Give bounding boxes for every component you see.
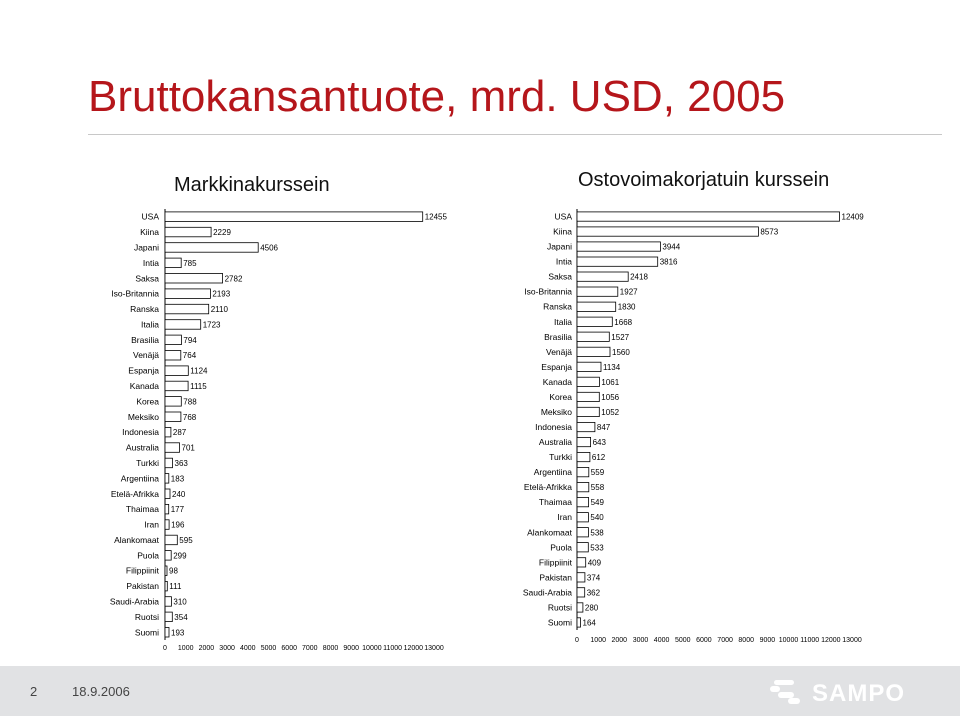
- bar-mkt-3: [165, 258, 181, 268]
- bar-ppp-12: [577, 392, 599, 401]
- data-label: 785: [183, 258, 197, 268]
- bar-ppp-17: [577, 468, 589, 477]
- data-label: 2193: [212, 289, 231, 299]
- data-label: 538: [590, 528, 604, 538]
- data-label: 1052: [601, 408, 620, 417]
- category-label: Pakistan: [126, 581, 159, 592]
- data-label: 240: [172, 489, 186, 499]
- bar-ppp-0: [577, 212, 840, 221]
- bar-ppp-27: [577, 618, 581, 627]
- x-tick-label: 12000: [403, 645, 424, 652]
- x-tick-label: 3000: [632, 637, 649, 644]
- bar-ppp-5: [577, 287, 618, 296]
- bar-mkt-1: [165, 227, 211, 237]
- chart-title-ppp: Ostovoimakorjatuin kurssein: [578, 169, 830, 191]
- category-label: Iran: [144, 519, 159, 530]
- data-label: 12455: [424, 212, 447, 222]
- category-label: Ranska: [543, 301, 572, 312]
- x-tick-label: 4000: [240, 645, 256, 652]
- x-tick-label: 1000: [590, 637, 606, 644]
- x-tick-label: 6000: [281, 645, 297, 652]
- bar-mkt-8: [165, 335, 181, 345]
- bar-mkt-14: [165, 427, 171, 437]
- data-label: 1668: [614, 317, 633, 327]
- chart-ppp: [523, 209, 864, 644]
- bar-mkt-5: [165, 289, 210, 299]
- data-label: 280: [584, 603, 599, 613]
- bar-mkt-13: [165, 412, 181, 422]
- category-label: Turkki: [136, 458, 159, 468]
- bar-mkt-4: [165, 274, 223, 284]
- bar-mkt-27: [165, 628, 169, 638]
- bar-mkt-16: [165, 458, 173, 468]
- category-label: Intia: [142, 257, 159, 268]
- x-tick-label: 8000: [738, 637, 754, 644]
- category-label: Kanada: [129, 381, 159, 391]
- data-label: 768: [182, 412, 197, 422]
- category-label: Etelä-Afrikka: [110, 488, 159, 499]
- bar-ppp-18: [577, 483, 589, 492]
- category-label: Venäjä: [133, 350, 159, 361]
- data-label: 1124: [190, 366, 208, 376]
- bar-ppp-13: [577, 407, 599, 416]
- category-label: Indonesia: [122, 427, 159, 438]
- bar-mkt-12: [165, 397, 181, 407]
- data-label: 3944: [662, 242, 681, 252]
- category-label: Kanada: [542, 376, 572, 387]
- x-tick-label: 2000: [611, 637, 628, 644]
- data-label: 788: [183, 397, 197, 407]
- category-label: Italia: [141, 319, 159, 330]
- category-label: Ruotsi: [134, 611, 159, 622]
- x-tick-label: 5000: [675, 637, 691, 644]
- bar-mkt-22: [165, 551, 171, 561]
- data-label: 1560: [612, 347, 630, 357]
- data-label: 701: [181, 443, 195, 453]
- bar-mkt-0: [165, 212, 423, 222]
- category-label: Iso-Britannia: [524, 286, 572, 297]
- category-label: Saksa: [135, 273, 159, 284]
- data-label: 299: [173, 551, 187, 561]
- category-label: Saudi-Arabia: [109, 596, 159, 607]
- data-label: 177: [170, 505, 185, 515]
- logo-text: SAMPO: [812, 680, 906, 707]
- x-tick-label: 6000: [696, 637, 712, 644]
- category-label: Iso-Britannia: [111, 288, 159, 299]
- data-label: 2418: [630, 272, 648, 282]
- category-label: Intia: [555, 256, 572, 267]
- bar-ppp-20: [577, 513, 588, 522]
- data-label: 164: [582, 618, 596, 628]
- category-label: USA: [554, 211, 572, 222]
- data-label: 3816: [659, 257, 678, 267]
- footer-date: 18.9.2006: [72, 684, 130, 699]
- category-label: Brasilia: [544, 331, 572, 342]
- x-tick-label: 12000: [821, 637, 841, 644]
- x-tick-label: 1000: [177, 645, 194, 652]
- data-label: 559: [590, 468, 605, 478]
- data-label: 183: [170, 474, 185, 484]
- category-label: Australia: [125, 442, 159, 453]
- category-label: Filippiinit: [538, 557, 572, 568]
- data-label: 549: [590, 498, 604, 508]
- bar-mkt-11: [165, 381, 188, 391]
- data-label: 354: [174, 612, 188, 622]
- bar-ppp-10: [577, 362, 601, 371]
- bar-mkt-26: [165, 612, 172, 622]
- bar-ppp-4: [577, 272, 628, 281]
- bar-mkt-17: [165, 474, 169, 484]
- x-tick-label: 9000: [343, 645, 359, 652]
- data-label: 612: [591, 453, 606, 463]
- category-label: Filippiinit: [125, 565, 159, 576]
- category-label: Alankomaat: [114, 534, 159, 545]
- data-label: 362: [586, 588, 601, 598]
- category-label: Espanja: [541, 361, 572, 372]
- data-label: 1061: [601, 377, 620, 387]
- category-label: Suomi: [547, 617, 572, 628]
- data-label: 4506: [260, 243, 278, 253]
- x-tick-label: 8000: [322, 645, 339, 652]
- data-label: 2782: [224, 274, 243, 284]
- bar-ppp-16: [577, 452, 590, 461]
- chart-market-rates: [110, 209, 448, 652]
- category-label: Kiina: [553, 226, 572, 237]
- bar-mkt-9: [165, 351, 181, 361]
- data-label: 533: [590, 543, 604, 553]
- x-tick-label: 4000: [653, 637, 670, 644]
- category-label: Alankomaat: [527, 527, 572, 538]
- data-label: 1723: [202, 320, 221, 330]
- x-tick-label: 7000: [302, 645, 318, 652]
- x-tick-label: 11000: [800, 637, 820, 644]
- category-label: Brasilia: [131, 334, 159, 345]
- category-label: Iran: [557, 512, 572, 523]
- category-label: Indonesia: [535, 422, 572, 432]
- category-label: Thaimaa: [125, 504, 159, 515]
- data-label: 558: [590, 483, 605, 493]
- page-title: Bruttokansantuote, mrd. USD, 2005: [88, 72, 786, 121]
- x-tick-label: 5000: [260, 645, 277, 652]
- page-number: 2: [30, 684, 38, 699]
- bar-mkt-6: [165, 304, 209, 314]
- category-label: Espanja: [128, 365, 159, 376]
- category-label: Ruotsi: [547, 602, 572, 613]
- data-label: 287: [172, 428, 187, 438]
- x-tick-label: 2000: [198, 645, 215, 652]
- data-label: 2229: [213, 228, 231, 238]
- bar-ppp-6: [577, 302, 616, 311]
- category-label: Argentiina: [533, 467, 572, 478]
- data-label: 1927: [619, 287, 638, 297]
- category-label: Australia: [538, 437, 572, 448]
- category-label: Thaimaa: [538, 497, 572, 508]
- data-label: 1527: [611, 332, 630, 342]
- data-label: 12409: [841, 212, 864, 222]
- category-label: Japani: [133, 242, 159, 253]
- data-label: 1056: [601, 392, 620, 402]
- x-tick-label: 13000: [842, 637, 862, 644]
- bar-ppp-11: [577, 377, 599, 386]
- category-label: Etelä-Afrikka: [523, 482, 572, 493]
- category-label: Puola: [550, 542, 572, 553]
- category-label: Japani: [546, 241, 572, 252]
- bar-ppp-8: [577, 332, 609, 341]
- bar-mkt-19: [165, 504, 169, 514]
- bar-ppp-23: [577, 558, 586, 567]
- data-label: 374: [586, 573, 601, 583]
- bar-ppp-3: [577, 257, 658, 266]
- category-label: Venäjä: [546, 346, 572, 357]
- bar-ppp-21: [577, 528, 588, 537]
- bar-mkt-10: [165, 366, 188, 376]
- data-label: 409: [587, 558, 602, 568]
- bar-ppp-24: [577, 573, 585, 582]
- bar-mkt-24: [165, 581, 167, 591]
- data-label: 794: [183, 335, 197, 345]
- bar-mkt-25: [165, 597, 171, 607]
- category-label: Puola: [137, 550, 159, 561]
- category-label: Saksa: [548, 271, 572, 282]
- x-tick-label: 3000: [219, 645, 235, 652]
- category-label: Ranska: [130, 304, 159, 315]
- bar-ppp-25: [577, 588, 585, 597]
- x-tick-label: 0: [575, 637, 579, 644]
- category-label: Korea: [136, 396, 159, 407]
- bar-ppp-19: [577, 498, 589, 507]
- bar-mkt-15: [165, 443, 180, 453]
- bar-ppp-26: [577, 603, 583, 612]
- data-label: 1830: [617, 302, 636, 312]
- category-label: Suomi: [134, 627, 159, 638]
- category-label: Turkki: [549, 452, 572, 463]
- bar-ppp-7: [577, 317, 612, 326]
- category-label: Meksiko: [540, 407, 572, 417]
- data-label: 2110: [210, 305, 228, 315]
- data-label: 196: [171, 520, 185, 530]
- data-label: 847: [596, 423, 611, 432]
- x-tick-label: 7000: [717, 637, 733, 644]
- data-label: 1115: [190, 382, 207, 391]
- data-label: 8573: [760, 227, 779, 237]
- category-label: Pakistan: [539, 572, 572, 583]
- data-label: 643: [592, 438, 606, 448]
- bar-ppp-9: [577, 347, 610, 356]
- bar-ppp-14: [577, 422, 595, 431]
- category-label: USA: [141, 211, 159, 222]
- bar-mkt-7: [165, 320, 201, 330]
- data-label: 1134: [603, 362, 621, 372]
- x-tick-label: 11000: [383, 645, 403, 652]
- data-label: 98: [169, 566, 178, 576]
- category-label: Meksiko: [127, 411, 159, 422]
- category-label: Italia: [554, 316, 572, 327]
- bar-mkt-2: [165, 243, 258, 253]
- data-label: 595: [179, 535, 193, 545]
- data-label: 310: [173, 597, 187, 607]
- data-label: 764: [182, 351, 197, 361]
- x-tick-label: 0: [163, 645, 167, 652]
- category-label: Argentiina: [120, 473, 159, 484]
- bar-ppp-22: [577, 543, 588, 552]
- bar-mkt-20: [165, 520, 169, 530]
- category-label: Saudi-Arabia: [522, 587, 572, 598]
- bar-ppp-1: [577, 227, 758, 236]
- x-tick-label: 9000: [759, 637, 776, 644]
- data-label: 193: [171, 628, 185, 638]
- bar-mkt-23: [165, 566, 167, 576]
- data-label: 540: [590, 513, 604, 523]
- bar-mkt-18: [165, 489, 170, 499]
- category-label: Korea: [549, 391, 572, 402]
- data-label: 363: [174, 459, 188, 468]
- data-label: 111: [169, 582, 182, 592]
- x-tick-label: 10000: [362, 645, 382, 652]
- x-tick-label: 10000: [778, 637, 799, 644]
- bar-mkt-21: [165, 535, 177, 545]
- category-label: Kiina: [140, 227, 159, 238]
- bar-ppp-2: [577, 242, 660, 251]
- x-tick-label: 13000: [424, 645, 444, 652]
- chart-title-market-rates: Markkinakurssein: [174, 174, 330, 196]
- bar-ppp-15: [577, 437, 591, 446]
